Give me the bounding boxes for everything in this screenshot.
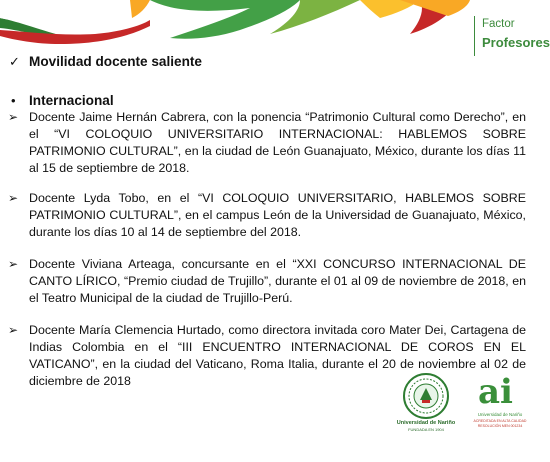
bullet-icon: • — [11, 93, 16, 108]
list-item: Docente Lyda Tobo, en el “VI COLOQUIO UNIVERSITARIO, HABLEMOS SOBRE PATRIMONIO CULTURAL”, en el campus León de la Universidad de Guanajuato, México, durante los días 10 al 14 de septiembre del 2018. — [29, 191, 526, 239]
list-item: Docente Jaime Hernán Cabrera, con la ponencia “Patrimonio Cultural como Derecho”, en el “VI COLOQUIO UNIVERSITARIO INTERNACIONAL: HABLEMOS SOBRE PATRIMONIO CULTURAL”, en la ciudad de León Guanajuato, México, durante los días 11 al 15 de septiembre de 2018. — [29, 110, 526, 175]
universidad-narino-logo — [396, 372, 456, 452]
factor-label-line2: Profesores — [482, 35, 550, 50]
udn-founded: FUNDADA EN 1904 — [408, 427, 444, 432]
section-title: Movilidad docente saliente — [29, 54, 202, 69]
section-subtitle: Internacional — [29, 93, 114, 108]
check-icon: ✓ — [9, 54, 20, 69]
header-decoration — [0, 0, 534, 60]
university-seal-icon — [400, 372, 452, 420]
factor-label-line1: Factor — [482, 18, 515, 30]
divider — [474, 16, 475, 56]
udn-name: Universidad de Nariño — [396, 420, 456, 426]
ai-caption-3: RESOLUCIÓN MEN 001234 — [477, 424, 523, 428]
acreditacion-logo — [468, 374, 532, 454]
ai-caption-1: Universidad de Nariño — [477, 412, 523, 417]
list-item: Docente María Clemencia Hurtado, como directora invitada coro Mater Dei, Cartagena de Indias Colombia en el “III ENCUENTRO INTERNACIONAL DE COROS EN EL VATICANO”, en la ciudad del Vaticano, Roma Italia, durante el 20 de noviembre al 02 de diciembre de 2018 — [29, 323, 526, 388]
arrow-bullet-icon: ➢ — [8, 110, 19, 124]
list-item: Docente Viviana Arteaga, concursante en el “XXI CONCURSO INTERNACIONAL DE CANTO LÍRICO, “Premio ciudad de Trujillo”, durante el 01 al 09 de noviembre de 2018, en el Teatro Municipal de la ciudad de Trujillo-Perú. — [29, 257, 526, 305]
ai-caption-2: ACREDITADA EN ALTA CALIDAD — [473, 419, 527, 423]
ai-mark: ai — [478, 372, 513, 412]
arrow-bullet-icon: ➢ — [8, 191, 19, 205]
factor-label — [474, 14, 550, 58]
arrow-bullet-icon: ➢ — [8, 323, 19, 337]
arrow-bullet-icon: ➢ — [8, 257, 19, 271]
